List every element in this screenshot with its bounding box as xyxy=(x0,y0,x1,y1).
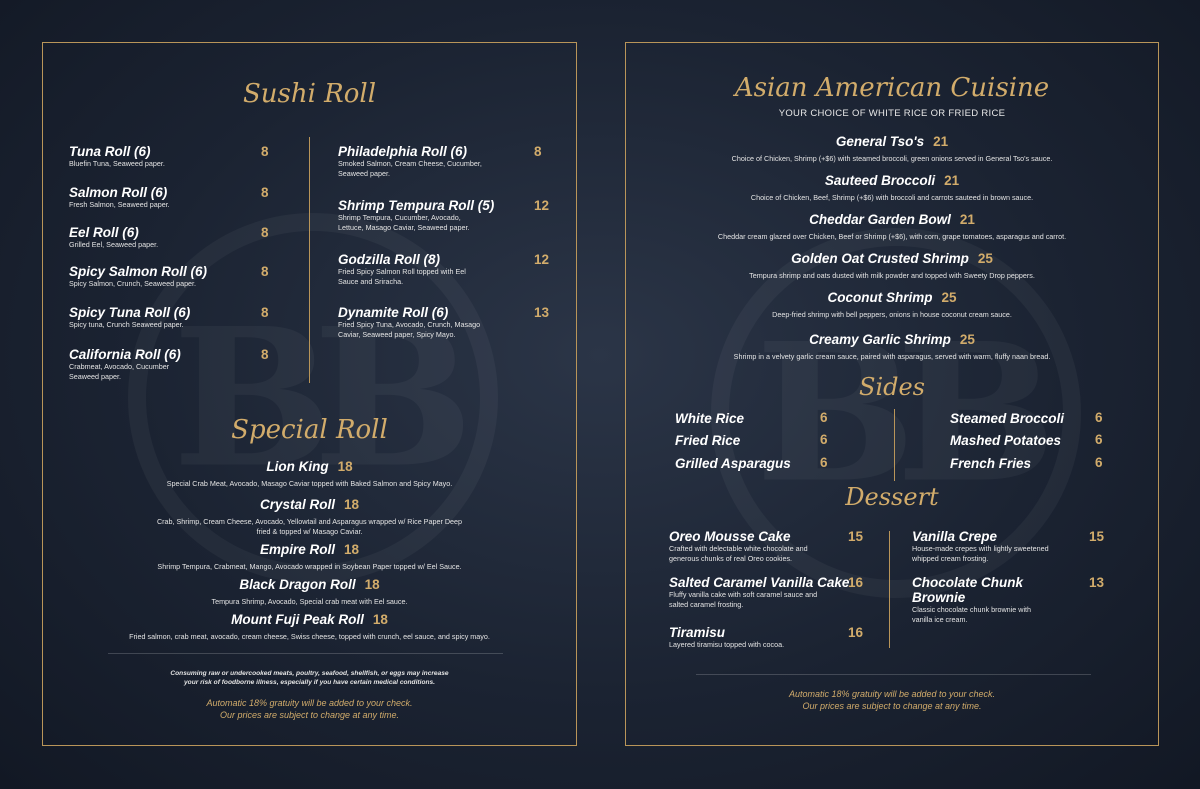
section-title-asian-american-cuisine: Asian American Cuisine xyxy=(734,73,1050,103)
dessert-item: Tiramisu Layered tiramisu topped with cocoa. 16 xyxy=(669,625,864,649)
side-item: White Rice 6 xyxy=(675,410,828,426)
menu-item: Eel Roll (6) Grilled Eel, Seaweed paper. 8 xyxy=(69,225,269,249)
dessert-item: Vanilla Crepe House-made crepes with lightly sweetened whipped cream frosting. 15 xyxy=(912,529,1105,563)
side-item: French Fries 6 xyxy=(950,455,1103,471)
menu-item: Lion King 18 Special Crab Meat, Avocado, Masago Caviar topped with Baked Salmon and Spicy Mayo. xyxy=(166,459,453,488)
gratuity-note: Automatic 18% gratuity will be added to your check. Our prices are subject to change at any time. xyxy=(206,698,413,720)
dessert-item: Oreo Mousse Cake Crafted with delectable white chocolate and generous chunks of real Oreo cookies. 15 xyxy=(669,529,864,563)
menu-item: Empire Roll 18 Shrimp Tempura, Crabmeat, Mango, Avocado wrapped in Soybean Paper topped w/ Eel Sauce. xyxy=(157,542,462,571)
side-item: Fried Rice 6 xyxy=(675,432,828,448)
column-divider xyxy=(894,409,895,481)
food-safety-warning: Consuming raw or undercooked meats, poultry, seafood, shellfish, or eggs may increase your risk of foodborne illness, especially if you have certain medical conditions. xyxy=(170,670,449,686)
side-item: Mashed Potatoes 6 xyxy=(950,432,1103,448)
menu-item: Tuna Roll (6) Bluefin Tuna, Seaweed paper. 8 xyxy=(69,144,269,168)
menu-item: Creamy Garlic Shrimp 25 Shrimp in a velvety garlic cream sauce, paired with asparagus, served with warm, fluffy naan bread. xyxy=(733,332,1051,361)
menu-item: Godzilla Roll (8) Fried Spicy Salmon Roll topped with Eel Sauce and Sriracha. 12 xyxy=(338,252,550,286)
section-title-sides: Sides xyxy=(859,373,925,401)
section-title-dessert: Dessert xyxy=(845,483,939,511)
section-title-special-roll: Special Roll xyxy=(231,415,388,445)
menu-item: Coconut Shrimp 25 Deep-fried shrimp with bell peppers, onions in house coconut cream sauce. xyxy=(772,290,1012,319)
menu-item: Spicy Salmon Roll (6) Spicy Salmon, Crunch, Seaweed paper. 8 xyxy=(69,264,269,288)
column-divider xyxy=(889,531,890,648)
gratuity-note: Automatic 18% gratuity will be added to your check. Our prices are subject to change at any time. xyxy=(788,689,996,711)
menu-item: Black Dragon Roll 18 Tempura Shrimp, Avocado, Special crab meat with Eel sauce. xyxy=(211,577,408,606)
side-item: Steamed Broccoli 6 xyxy=(950,410,1103,426)
menu-page-left xyxy=(42,42,577,746)
menu-item: General Tso's 21 Choice of Chicken, Shrimp (+$6) with steamed broccoli, green onions served in General Tso's sauce. xyxy=(731,134,1053,163)
section-title-sushi-roll: Sushi Roll xyxy=(242,79,377,109)
menu-item: Dynamite Roll (6) Fried Spicy Tuna, Avocado, Crunch, Masago Caviar, Seaweed paper, Spicy Mayo. 13 xyxy=(338,305,550,339)
footer-divider xyxy=(108,653,503,654)
menu-page-right xyxy=(625,42,1159,746)
menu-item: Spicy Tuna Roll (6) Spicy tuna, Crunch Seaweed paper. 8 xyxy=(69,305,269,329)
menu-item: Cheddar Garden Bowl 21 Cheddar cream glazed over Chicken, Beef or Shrimp (+$6), with corn, grape tomatoes, asparagus and carrot. xyxy=(717,212,1067,241)
menu-item: California Roll (6) Crabmeat, Avocado, Cucumber Seaweed paper. 8 xyxy=(69,347,269,381)
menu-item: Mount Fuji Peak Roll 18 Fried salmon, crab meat, avocado, cream cheese, Swiss cheese, topped with crunch, eel sauce, and spicy mayo. xyxy=(129,612,490,641)
side-item: Grilled Asparagus 6 xyxy=(675,455,828,471)
dessert-item: Chocolate Chunk Brownie Classic chocolate chunk brownie with vanilla ice cream. 13 xyxy=(912,575,1105,624)
rice-choice-subtitle: YOUR CHOICE OF WHITE RICE OR FRIED RICE xyxy=(778,108,1006,119)
menu-item: Golden Oat Crusted Shrimp 25 Tempura shrimp and oats dusted with milk powder and topped with Sweety Drop peppers. xyxy=(749,251,1035,280)
dessert-item: Salted Caramel Vanilla Cake Fluffy vanilla cake with soft caramel sauce and salted caramel frosting. 16 xyxy=(669,575,864,609)
menu-item: Shrimp Tempura Roll (5) Shrimp Tempura, Cucumber, Avocado, Lettuce, Masago Caviar, Seaweed paper. 12 xyxy=(338,198,550,232)
menu-item: Sauteed Broccoli 21 Choice of Chicken, Beef, Shrimp (+$6) with broccoli and carrots sauteed in brown sauce. xyxy=(750,173,1034,202)
menu-item: Philadelphia Roll (6) Smoked Salmon, Cream Cheese, Cucumber, Seaweed paper. 8 xyxy=(338,144,542,178)
menu-item: Crystal Roll 18 Crab, Shrimp, Cream Cheese, Avocado, Yellowtail and Asparagus wrapped w/ Rice Paper Deep fried & topped w/ Masago Caviar. xyxy=(156,497,463,536)
column-divider xyxy=(309,137,310,383)
footer-divider xyxy=(696,674,1091,675)
menu-item: Salmon Roll (6) Fresh Salmon, Seaweed paper. 8 xyxy=(69,185,269,209)
